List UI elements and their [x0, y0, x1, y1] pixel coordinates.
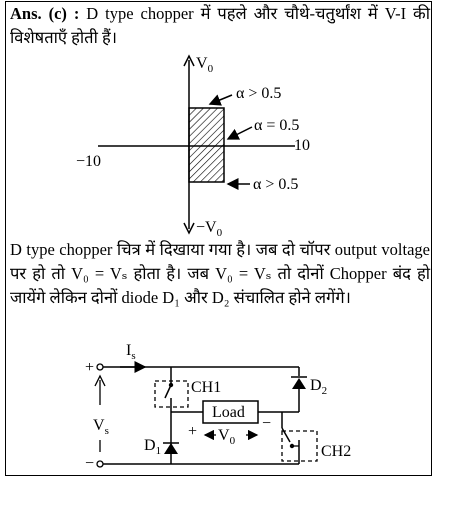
load-label: Load [212, 404, 245, 421]
arrow-top [210, 95, 232, 104]
source-minus: − [85, 455, 95, 472]
explanation-paragraph: D type chopper चित्र में दिखाया गया है। जब दो चॉपर output voltage पर हो तो V₀ = Vₛ होता है। जब V₀ = Vₛ तो दोनों Chopper बंद हो जायेंगे लेकिन दोनों diode D₁ और D₂ संचालित होने लगेंगे। [10, 240, 430, 307]
d2-label: $D_2$ [310, 377, 328, 397]
answer-text: D type chopper में पहले और चौथे-चतुर्थांश में V-I की विशेषताएँ होती हैं। [10, 4, 430, 47]
source-label: $V_s$ [93, 417, 109, 437]
source-plus: + [85, 359, 95, 376]
chopper-circuit-diagram [85, 342, 351, 472]
answer-prefix: Ans. (c) : [10, 4, 80, 23]
label-alpha-bottom: α > 0.5 [253, 176, 299, 193]
load-plus: + [188, 423, 198, 440]
terminal-plus [97, 364, 103, 370]
ch1-label: CH1 [191, 379, 222, 396]
x-neg-label: −10 [76, 153, 102, 170]
load-minus: − [262, 415, 272, 432]
hatched-region [189, 108, 224, 182]
label-alpha-top: α > 0.5 [236, 85, 282, 102]
arrow-mid [228, 127, 252, 139]
ch2-label: CH2 [321, 443, 352, 460]
d1-label: $D_1$ [144, 437, 162, 457]
vi-characteristic-diagram [76, 55, 310, 239]
x-pos-label: 10 [294, 137, 310, 154]
terminal-minus [97, 461, 103, 467]
vo-label: $V_0$ [218, 427, 236, 447]
d2-diode [292, 378, 306, 389]
label-alpha-mid: α = 0.5 [254, 117, 300, 134]
current-label: $I_s$ [126, 342, 136, 362]
y-neg-label: $-V_0$ [196, 219, 223, 239]
y-pos-label: $V_0$ [196, 55, 214, 75]
d1-diode [164, 443, 178, 454]
